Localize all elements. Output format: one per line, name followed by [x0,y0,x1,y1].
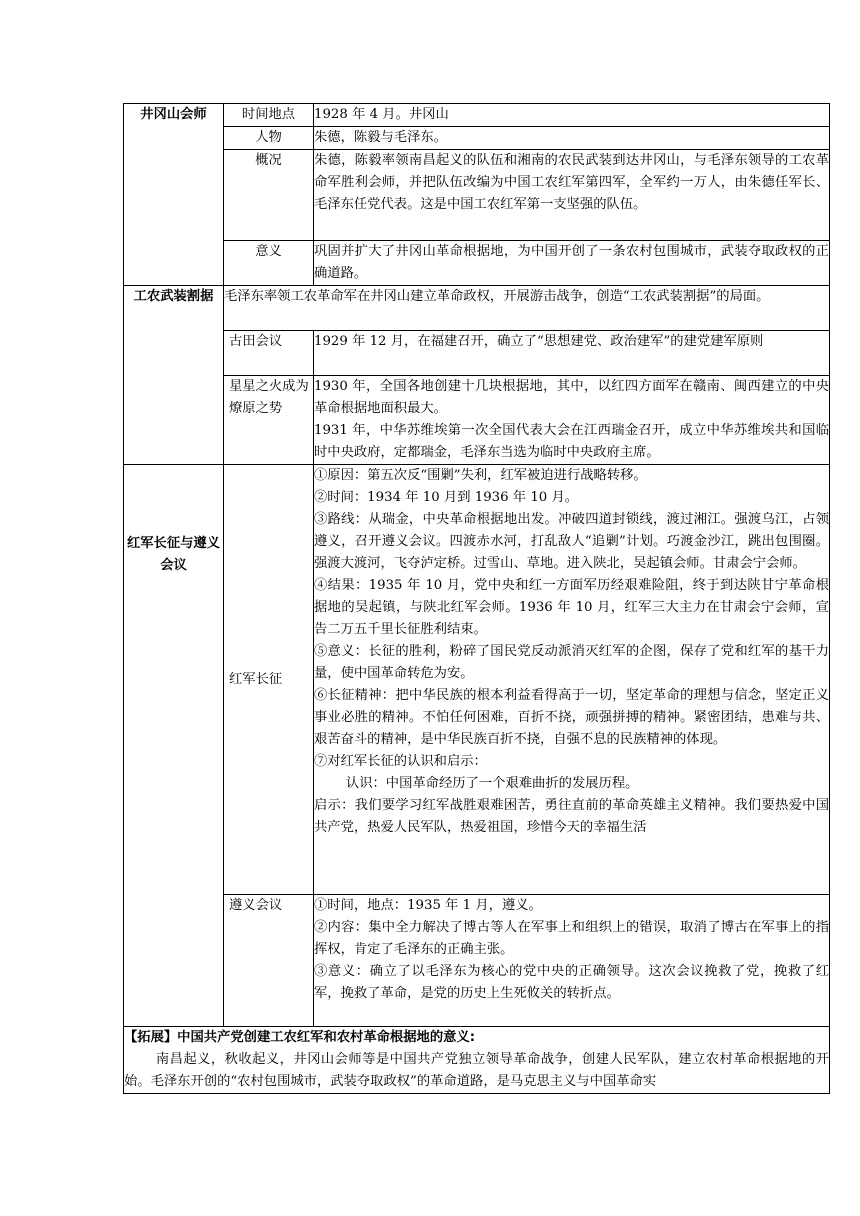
label-gutian: 古田会议 [224,331,314,376]
label-people: 人物 [224,127,314,150]
expansion-text: 南昌起义，秋收起义，井冈山会师等是中国共产党独立领导革命战争，创建人民军队，建立农村革命根据地的开始。毛泽东开创的“农村包围城市，武装夺取政权”的革命道路，是马克思主义与中国革命实 [124,1052,829,1089]
content-overview: 朱德，陈毅率领南昌起义的队伍和湘南的农民武装到达井冈山，与毛泽东领导的工农革命军胜利会师，并把队伍改编为中国工农红军第四军，全军约一万人，由朱德任军长、毛泽东任党代表。这是中国工农红军第一支坚强的队伍。 [314,150,830,241]
table-row [124,376,830,465]
paragraph: ②内容：集中全力解决了博古等人在军事上和组织上的错误，取消了博古在军事上的指挥权，肯定了毛泽东的正确主张。 [314,920,829,957]
paragraph: 认识：中国革命经历了一个艰难曲折的发展历程。 [345,776,639,791]
paragraph: 1931 年，中华苏维埃第一次全国代表大会在江西瑞金召开，成立中华苏维埃共和国临时中央政府，定都瑞金，毛泽东当选为临时中央政府主席。 [314,423,829,460]
paragraph: ④结果：1935 年 10 月，党中央和红一方面军历经艰难险阻，终于到达陕甘宁革命根据地的吴起镇，与陕北红军会师。1936 年 10 月，红军三大主力在甘肃会宁会师，宣告二万五千里长征胜利结束。 [314,578,829,637]
paragraph: ⑦对红军长征的认识和启示： [314,754,487,769]
content-time-place: 1928 年 4 月。井冈山 [314,104,830,127]
content-zunyi [314,895,830,1027]
content-significance: 巩固并扩大了井冈山革命根据地，为中国开创了一条农村包围城市，武装夺取政权的正确道路。 [314,241,830,286]
topic-jinggangshan: 井冈山会师 [124,104,224,286]
paragraph: ③路线：从瑞金，中央革命根据地出发。冲破四道封锁线，渡过湘江。强渡乌江，占领遵义，召开遵义会议。四渡赤水河，打乱敌人“追剿”计划。巧渡金沙江，跳出包围圈。强渡大渡河，飞夺泸定桥。过雪山、草地。进入陕北，吴起镇会师。甘肃会宁会师。 [314,512,829,571]
paragraph: 1930 年，全国各地创建十几块根据地，其中，以红四方面军在赣南、闽西建立的中央革命根据地面积最大。 [314,379,829,416]
table-row [124,286,830,331]
topic-armed-separatism: 工农武装割据 [124,286,224,465]
paragraph: ⑤意义：长征的胜利，粉碎了国民党反动派消灭红军的企图，保存了党和红军的基干力量，使中国革命转危为安。 [314,644,829,681]
content-people: 朱德，陈毅与毛泽东。 [314,127,830,150]
content-long-march [314,465,830,895]
history-notes-table [123,103,830,1094]
paragraph: ①时间，地点：1935 年 1 月，遵义。 [314,898,542,913]
topic-long-march: 红军长征与遵义会议 [124,465,224,1027]
table-row [124,104,830,127]
paragraph: ②时间：1934 年 10 月到 1936 年 10 月。 [314,490,579,505]
content-armed-separatism-intro: 毛泽东率领工农革命军在井冈山建立革命政权，开展游击战争，创造“工农武装割据”的局面。 [224,286,830,331]
table-row [124,331,830,376]
label-significance: 意义 [224,241,314,286]
table-row [124,127,830,150]
content-spark [314,376,830,465]
table-row [124,241,830,286]
table-row [124,895,830,1027]
expansion-section [124,1027,830,1094]
table-row [124,1027,830,1094]
label-overview: 概况 [224,150,314,241]
label-long-march: 红军长征 [224,465,314,895]
table-row [124,465,830,895]
paragraph: ⑥长征精神：把中华民族的根本利益看得高于一切，坚定革命的理想与信念，坚定正义事业必胜的精神。不怕任何困难，百折不挠，顽强拼搏的精神。紧密团结，患难与共、艰苦奋斗的精神，是中华民族百折不挠，自强不息的民族精神的体现。 [314,688,829,747]
content-gutian: 1929 年 12 月，在福建召开，确立了“思想建党、政治建军”的建党建军原则 [314,331,830,376]
paragraph: ③意义：确立了以毛泽东为核心的党中央的正确领导。这次会议挽救了党，挽救了红军，挽救了革命，是党的历史上生死攸关的转折点。 [314,964,829,1001]
paragraph: ①原因：第五次反“围剿”失利，红军被迫进行战略转移。 [314,468,647,483]
label-zunyi: 遵义会议 [224,895,314,1027]
expansion-title: 【拓展】中国共产党创建工农红军和农村革命根据地的意义: [124,1030,476,1045]
table-row [124,150,830,241]
label-spark: 星星之火成为燎原之势 [224,376,314,465]
paragraph: 启示：我们要学习红军战胜艰难困苦，勇往直前的革命英雄主义精神。我们要热爱中国共产党，热爱人民军队，热爱祖国，珍惜今天的幸福生活 [314,798,829,835]
label-time-place: 时间地点 [224,104,314,127]
